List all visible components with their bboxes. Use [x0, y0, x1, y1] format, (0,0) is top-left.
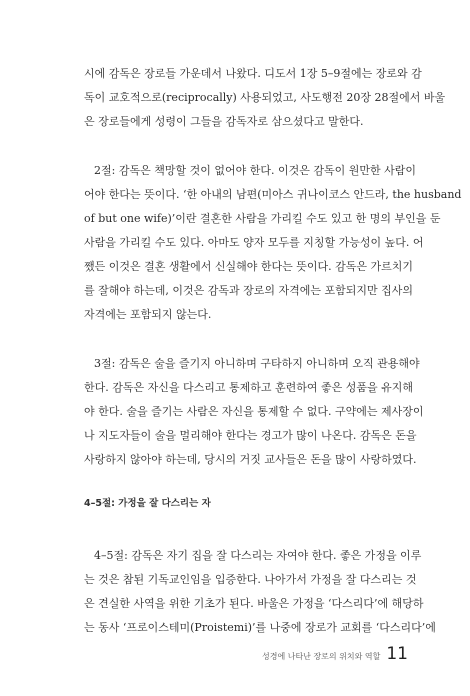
text-line: 은 견실한 사역을 위한 기초가 된다. 바울은 가정을 ‘다스리다’에 해당하 — [84, 597, 424, 610]
text-line: 한다. 감독은 자신을 다스리고 통제하고 훈련하여 좋은 성품을 유지해 — [84, 381, 413, 394]
text-line: 를 잘해야 하는데, 이것은 감독과 장로의 자격에는 포함되지만 집사의 — [84, 284, 413, 297]
text-line: 쨌든 이것은 결혼 생활에서 신실해야 한다는 뜻이다. 감독은 가르치기 — [84, 260, 413, 273]
section-subheading: 4–5절: 가정을 잘 다스리는 자 — [84, 498, 211, 509]
running-title: 성경에 나타난 장로의 위치와 역할 — [261, 652, 381, 661]
paragraph-2 — [84, 159, 462, 327]
text-line: 어야 한다는 뜻이다. ‘한 아내의 남편(미아스 귀나이코스 안드라, the husband — [84, 188, 462, 201]
paragraph-4 — [84, 544, 436, 640]
text-line: 나 지도자들이 술을 멀리해야 한다는 경고가 많이 나온다. 감독은 돈을 — [84, 429, 417, 442]
text-line: 2절: 감독은 책망할 것이 없어야 한다. 이것은 감독이 원만한 사람이 — [94, 164, 416, 177]
text-line: 은 장로들에게 성령이 그들을 감독자로 삼으셨다고 말한다. — [84, 115, 364, 128]
text-line: 시에 감독은 장로들 가운데서 나왔다. 디도서 1장 5–9절에는 장로와 감 — [84, 67, 422, 80]
paragraph-3 — [84, 352, 424, 472]
text-line: 사람을 가리킬 수도 있다. 아마도 양자 모두를 지칭할 가능성이 높다. 어 — [84, 236, 424, 249]
text-line: 독이 교호적으로(reciprocally) 사용되었고, 사도행전 20장 28절에서 바울 — [84, 91, 446, 104]
text-line: 자격에는 포함되지 않는다. — [84, 308, 212, 321]
page-number: 11 — [386, 644, 408, 664]
paragraph-1 — [84, 62, 446, 134]
text-line: 야 한다. 술을 즐기는 사람은 자신을 통제할 수 없다. 구약에는 제사장이 — [84, 405, 424, 418]
text-line: 는 것은 참된 기독교인임을 입증한다. 나아가서 가정을 잘 다스리는 것 — [84, 573, 417, 586]
text-line: of but one wife)’이란 결혼한 사람을 가리킬 수도 있고 한 명의 부인을 둔 — [84, 212, 441, 225]
text-line: 4–5절: 감독은 자기 집을 잘 다스리는 자여야 한다. 좋은 가정을 이루 — [94, 549, 422, 562]
page-footer — [262, 644, 408, 664]
text-line: 사랑하지 않아야 하는데, 당시의 거짓 교사들은 돈을 많이 사랑하였다. — [84, 453, 417, 466]
page-body — [84, 62, 462, 640]
text-line: 는 동사 ‘프로이스테미(Proistemi)’를 나중에 장로가 교회를 ‘다스리다’에 — [84, 621, 436, 634]
text-line: 3절: 감독은 술을 즐기지 아니하며 구타하지 아니하며 오직 관용해야 — [94, 357, 420, 370]
